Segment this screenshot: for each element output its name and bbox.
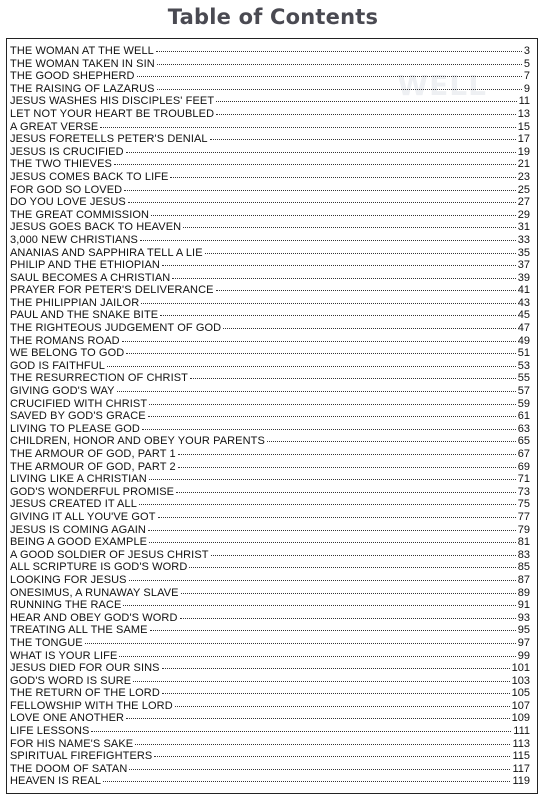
toc-entry-page-number: 7 [523,70,530,83]
dot-leader [223,328,516,329]
dot-leader [181,593,516,594]
toc-entry [10,335,530,348]
toc-entry-title: LOVE ONE ANOTHER [10,712,125,725]
toc-entry-title: PAUL AND THE SNAKE BITE [10,309,159,322]
toc-entry [10,146,530,159]
toc-entry-page-number: 99 [517,649,530,662]
dot-leader [211,555,516,556]
dot-leader [150,630,516,631]
toc-entry [10,284,530,297]
toc-entry [10,498,530,511]
dot-leader [160,315,516,316]
toc-entry-title: JESUS FORETELLS PETER'S DENIAL [10,133,208,146]
toc-entry-page-number: 37 [517,259,530,272]
dot-leader [140,240,516,241]
dot-leader [162,265,516,266]
toc-entry [10,662,530,675]
toc-entry [10,473,530,486]
dot-leader [178,454,516,455]
dot-leader [175,706,510,707]
toc-entry-page-number: 105 [511,687,530,700]
toc-entry [10,687,530,700]
toc-entry-title: ALL SCRIPTURE IS GOD'S WORD [10,561,188,574]
toc-entry-title: THE RESURRECTION OF CHRIST [10,372,188,385]
toc-entry [10,448,530,461]
toc-entry-title: JESUS IS COMING AGAIN [10,523,146,536]
toc-entry [10,58,530,71]
dot-leader [129,580,516,581]
toc-entry-title: GOD'S WORD IS SURE [10,674,132,687]
dot-leader [148,530,516,531]
toc-entry [10,624,530,637]
toc-entry-page-number: 5 [523,57,530,70]
toc-entry-title: FOR HIS NAME'S SAKE [10,737,134,750]
dot-leader [142,429,516,430]
toc-entry-title: JESUS IS CRUCIFIED [10,145,124,158]
toc-entry [10,561,530,574]
toc-entry-title: DO YOU LOVE JESUS [10,196,126,209]
toc-entry-title: JESUS WASHES HIS DISCIPLES' FEET [10,95,215,108]
toc-entry [10,234,530,247]
toc-entry-page-number: 71 [517,473,530,486]
toc-entry-title: GOD'S WONDERFUL PROMISE [10,485,175,498]
toc-entry-title: THE PHILIPPIAN JAILOR [10,296,140,309]
dot-leader [129,769,510,770]
toc-entry [10,372,530,385]
toc-entry-page-number: 103 [511,674,530,687]
toc-entry-title: GOD IS FAITHFUL [10,359,106,372]
toc-entry-page-number: 3 [523,45,530,57]
toc-entry-title: CRUCIFIED WITH CHRIST [10,397,148,410]
dot-leader [91,731,511,732]
dot-leader [170,177,515,178]
toc-entry-title: JESUS CREATED IT ALL [10,498,137,511]
toc-entry [10,675,530,688]
toc-entry-title: BEING A GOOD EXAMPLE [10,536,148,549]
toc-entry [10,511,530,524]
dot-leader [205,253,516,254]
toc-entry-title: THE TONGUE [10,636,83,649]
dot-leader [124,190,516,191]
toc-entry-page-number: 15 [517,120,530,133]
toc-entry-title: FELLOWSHIP WITH THE LORD [10,699,173,712]
dot-leader [178,467,516,468]
dot-leader [180,618,516,619]
dot-leader [114,164,516,165]
toc-entry-page-number: 55 [517,372,530,385]
toc-entry-page-number: 101 [511,662,530,675]
toc-entry [10,158,530,171]
toc-entry-page-number: 97 [517,636,530,649]
toc-entry-page-number: 45 [517,309,530,322]
toc-entry [10,184,530,197]
toc-entry-title: LET NOT YOUR HEART BE TROUBLED [10,107,215,120]
toc-entry-title: THE RIGHTEOUS JUDGEMENT OF GOD [10,322,222,335]
toc-entry [10,95,530,108]
toc-entry-title: PHILIP AND THE ETHIOPIAN [10,259,160,272]
toc-entry-page-number: 51 [517,347,530,360]
toc-entry-page-number: 93 [517,611,530,624]
toc-entry-page-number: 31 [517,221,530,234]
toc-entry-title: LOOKING FOR JESUS [10,573,127,586]
toc-entry-page-number: 57 [517,385,530,398]
toc-entry-page-number: 117 [512,762,530,775]
toc-entry-page-number: 27 [517,196,530,209]
toc-entry-title: THE ARMOUR OF GOD, PART 2 [10,460,176,473]
toc-entry [10,297,530,310]
dot-leader [123,605,515,606]
toc-entry-page-number: 95 [517,624,530,637]
toc-entry [10,435,530,448]
dot-leader [162,668,510,669]
toc-entry-page-number: 21 [517,158,530,171]
toc-entry-title: THE RETURN OF THE LORD [10,687,160,700]
toc-entry-title: ONESIMUS, A RUNAWAY SLAVE [10,586,179,599]
toc-entry-page-number: 13 [517,107,530,120]
toc-entry [10,70,530,83]
toc-entry [10,45,530,58]
toc-entry [10,750,530,763]
dot-leader [149,542,516,543]
toc-entry-title: A GOOD SOLDIER OF JESUS CHRIST [10,548,209,561]
toc-entry [10,524,530,537]
toc-entry-page-number: 83 [517,548,530,561]
page-title: Table of Contents [167,5,379,29]
dot-leader [126,718,510,719]
toc-entry-page-number: 113 [512,737,530,750]
toc-entry-page-number: 79 [517,523,530,536]
toc-entry-page-number: 11 [518,95,530,108]
toc-entry-page-number: 115 [512,750,530,763]
table-of-contents-list [10,45,530,788]
toc-entry-page-number: 29 [517,208,530,221]
dot-leader [154,756,510,757]
dot-leader [156,51,522,52]
toc-entry [10,360,530,373]
dot-leader [216,114,516,115]
dot-leader [189,567,515,568]
toc-entry-page-number: 69 [517,460,530,473]
toc-entry [10,171,530,184]
toc-entry-page-number: 39 [517,271,530,284]
toc-entry [10,650,530,663]
dot-leader [122,341,516,342]
toc-entry [10,247,530,260]
toc-entry-title: THE ARMOUR OF GOD, PART 1 [10,448,176,460]
toc-entry-page-number: 77 [517,510,530,523]
toc-entry-title: PRAYER FOR PETER'S DELIVERANCE [10,284,214,297]
toc-entry-page-number: 87 [517,573,530,586]
toc-entry-title: 3,000 NEW CHRISTIANS [10,233,138,246]
toc-entry-page-number: 49 [517,334,530,347]
toc-entry-title: SAUL BECOMES A CHRISTIAN [10,271,171,284]
toc-entry [10,486,530,499]
dot-leader [157,89,522,90]
toc-entry-page-number: 59 [517,397,530,410]
toc-entry-title: HEAR AND OBEY GOD'S WORD [10,611,178,624]
toc-entry-title: THE GOOD SHEPHERD [10,70,135,83]
toc-entry-page-number: 19 [517,145,530,158]
toc-entry [10,612,530,625]
toc-entry-page-number: 111 [513,725,530,738]
dot-leader [267,441,516,442]
dot-leader [117,391,516,392]
toc-entry-title: THE TWO THIEVES [10,158,112,171]
dot-leader [216,101,516,102]
toc-entry [10,461,530,474]
toc-entry [10,322,530,335]
dot-leader [216,290,516,291]
toc-entry [10,587,530,600]
dot-leader [149,404,516,405]
toc-entry-page-number: 33 [517,233,530,246]
dot-leader [190,378,516,379]
toc-entry [10,133,530,146]
dot-leader [103,781,510,782]
dot-leader [133,681,509,682]
toc-entry-page-number: 47 [517,322,530,335]
toc-entry [10,398,530,411]
toc-entry-page-number: 91 [517,599,530,612]
toc-entry-page-number: 73 [517,485,530,498]
toc-entry-title: RUNNING THE RACE [10,599,122,612]
toc-entry-title: THE WOMAN TAKEN IN SIN [10,57,155,70]
toc-entry [10,423,530,436]
toc-entry-title: THE RAISING OF LAZARUS [10,82,155,95]
toc-entry-page-number: 107 [511,699,530,712]
toc-entry [10,549,530,562]
toc-entry-title: ANANIAS AND SAPPHIRA TELL A LIE [10,246,203,259]
toc-entry [10,209,530,222]
toc-entry [10,725,530,738]
toc-entry-title: HEAVEN IS REAL [10,775,102,788]
toc-entry-title: THE WOMAN AT THE WELL [10,45,154,57]
dot-leader [137,76,522,77]
dot-leader [119,656,515,657]
dot-leader [158,517,516,518]
toc-entry-title: LIVING TO PLEASE GOD [10,422,140,435]
toc-entry [10,272,530,285]
toc-entry-title: SAVED BY GOD'S GRACE [10,410,146,423]
dot-leader [148,416,516,417]
toc-entry [10,763,530,776]
toc-entry-title: CHILDREN, HONOR AND OBEY YOUR PARENTS [10,435,265,448]
toc-entry [10,196,530,209]
toc-entry [10,775,530,788]
toc-entry-page-number: 65 [517,435,530,448]
toc-entry-page-number: 53 [517,359,530,372]
dot-leader [151,215,516,216]
toc-entry-page-number: 17 [517,133,530,146]
toc-entry-page-number: 75 [517,498,530,511]
toc-entry-title: WHAT IS YOUR LIFE [10,649,118,662]
toc-entry-page-number: 43 [517,296,530,309]
toc-entry-title: LIVING LIKE A CHRISTIAN [10,473,147,486]
toc-entry-title: FOR GOD SO LOVED [10,183,123,196]
toc-entry [10,83,530,96]
toc-entry-page-number: 89 [517,586,530,599]
dot-leader [128,202,516,203]
toc-entry-title: JESUS DIED FOR OUR SINS [10,662,160,675]
toc-entry-page-number: 119 [512,775,530,788]
toc-entry-page-number: 85 [517,561,530,574]
toc-entry-page-number: 41 [517,284,530,297]
dot-leader [85,643,516,644]
watermark-text: WELL [397,69,487,102]
toc-entry-title: THE GREAT COMMISSION [10,208,150,221]
toc-entry-page-number: 61 [517,410,530,423]
dot-leader [107,366,516,367]
toc-entry-title: LIFE LESSONS [10,725,90,738]
toc-entry-page-number: 9 [523,82,530,95]
toc-entry-title: JESUS GOES BACK TO HEAVEN [10,221,182,234]
toc-entry-title: GIVING GOD'S WAY [10,385,115,398]
dot-leader [100,127,515,128]
toc-entry [10,221,530,234]
toc-entry [10,410,530,423]
toc-entry-page-number: 35 [517,246,530,259]
dot-leader [126,152,516,153]
toc-entry-page-number: 23 [517,170,530,183]
toc-entry-title: SPIRITUAL FIREFIGHTERS [10,750,153,763]
toc-entry-title: A GREAT VERSE [10,120,99,133]
dot-leader [135,744,510,745]
toc-entry [10,637,530,650]
dot-leader [210,139,516,140]
dot-leader [126,353,515,354]
toc-entry-page-number: 81 [517,536,530,549]
toc-entry [10,712,530,725]
toc-entry [10,738,530,751]
toc-entry [10,309,530,322]
toc-entry [10,574,530,587]
dot-leader [141,303,516,304]
toc-entry [10,347,530,360]
toc-entry [10,121,530,134]
toc-entry-title: JESUS COMES BACK TO LIFE [10,170,169,183]
toc-entry-title: THE ROMANS ROAD [10,334,120,347]
dot-leader [172,278,515,279]
toc-entry-title: THE DOOM OF SATAN [10,762,128,775]
toc-entry [10,599,530,612]
toc-entry-page-number: 109 [511,712,530,725]
dot-leader [149,479,516,480]
toc-entry-title: GIVING IT ALL YOU'VE GOT [10,510,156,523]
toc-entry [10,385,530,398]
dot-leader [183,227,516,228]
dot-leader [139,504,516,505]
dot-leader [176,492,516,493]
toc-entry-page-number: 63 [517,422,530,435]
toc-entry [10,700,530,713]
dot-leader [157,64,522,65]
toc-entry [10,108,530,121]
dot-leader [162,693,510,694]
toc-entry-page-number: 25 [517,183,530,196]
toc-entry [10,536,530,549]
toc-entry [10,259,530,272]
toc-entry-title: TREATING ALL THE SAME [10,624,148,637]
toc-entry-title: WE BELONG TO GOD [10,347,125,360]
toc-entry-page-number: 67 [517,448,530,460]
